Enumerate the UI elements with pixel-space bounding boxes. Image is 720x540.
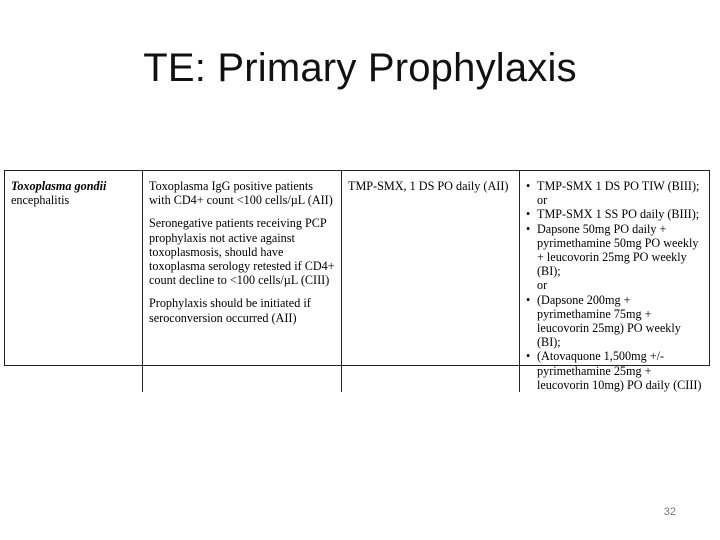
slide-number: 32 [663,506,676,518]
or-separator: or [537,278,548,293]
list-item: • Dapsone 50mg PO daily + pyrimethamine 50mg PO weekly + leucovorin 25mg PO weekly (BI); [526,222,704,279]
table-row [5,171,709,392]
prophylaxis-table [4,170,710,392]
list-item: • (Dapsone 200mg + pyrimethamine 75mg + leucovorin 25mg) PO weekly (BI); [526,293,704,350]
prophylaxis-table-grid [5,171,709,392]
list-item: • TMP-SMX 1 DS PO TIW (BIII); [526,179,704,193]
indication-cell [143,171,342,392]
pathogen-name: Toxoplasma gondii [11,179,107,193]
list-item: • (Atovaquone 1,500mg +/- pyrimethamine 25mg + leucovorin 10mg) PO daily (CIII) [526,349,704,392]
preferred-regimen: TMP-SMX, 1 DS PO daily (AII) [348,179,509,193]
indication-paragraph: Prophylaxis should be initiated if seroconversion occurred (AII) [149,296,311,325]
or-separator: or [537,193,548,208]
alternative-regimen-list [526,179,704,392]
indication-paragraph: Toxoplasma IgG positive patients with CD4+ count <100 cells/µL (AII) [149,179,333,208]
slide-title: TE: Primary Prophylaxis [143,46,577,90]
list-item: • TMP-SMX 1 SS PO daily (BIII); [526,207,704,221]
alternative-regimen-cell [520,171,710,392]
preferred-regimen-cell [342,171,520,392]
pathogen-cell [5,171,143,392]
indication-paragraph: Seronegative patients receiving PCP prophylaxis not active against toxoplasmosis, should have toxoplasma serology retested if CD4+ count decline to <100 cells/µL (CIII) [149,216,335,288]
pathogen-condition: encephalitis [11,193,70,208]
